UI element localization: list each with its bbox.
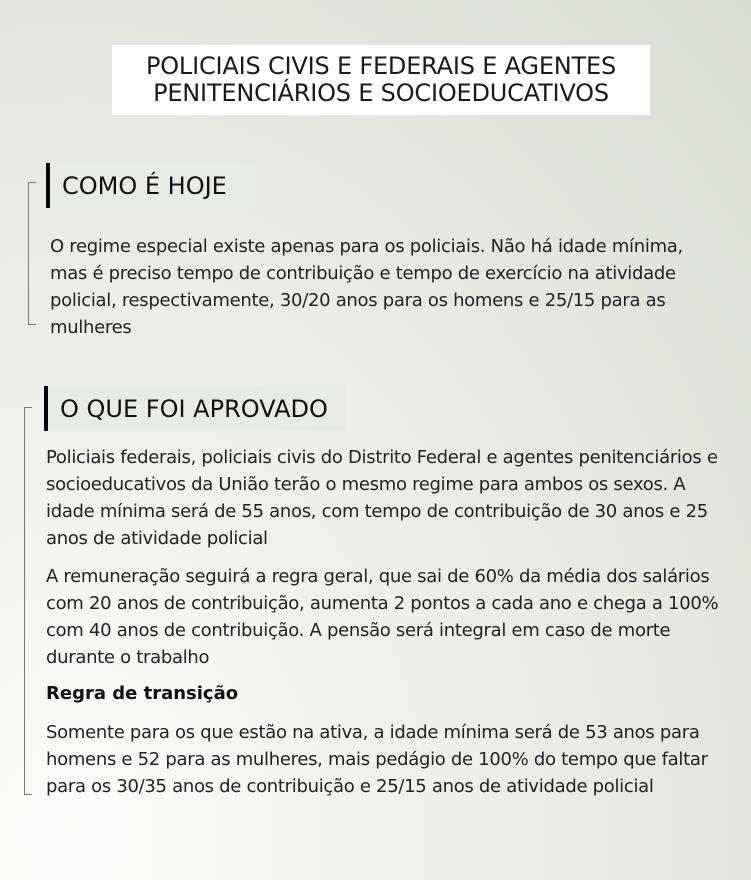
section-today-header bbox=[46, 163, 256, 208]
title-box bbox=[112, 45, 650, 115]
approved-paragraph-2: A remuneração seguirá a regra geral, que sai de 60% da média dos salários com 20 anos de contribuição, aumenta 2 pontos a cada ano e chega a 100% com 40 anos de contribuição. A pensão será integral em caso de morte durante o trabalho bbox=[46, 566, 719, 668]
section-today-text: O regime especial existe apenas para os policiais. Não há idade mínima, mas é preciso tempo de contribuição e tempo de exercício na atividade policial, respectivamente, 30/20 anos para os homens e 25/15 para as mulheres bbox=[50, 236, 683, 338]
title-line-1: POLICIAIS CIVIS E FEDERAIS E AGENTES bbox=[145, 52, 617, 80]
section-approved-heading: O QUE FOI APROVADO bbox=[60, 394, 328, 423]
section-today-heading: COMO É HOJE bbox=[62, 171, 227, 200]
section-approved-bracket bbox=[24, 407, 32, 795]
section-approved-header bbox=[44, 386, 346, 431]
section-today-bracket bbox=[28, 182, 36, 325]
page-title bbox=[146, 53, 616, 107]
title-line-2: PENITENCIÁRIOS E SOCIOEDUCATIVOS bbox=[153, 79, 609, 107]
approved-paragraph-1: Policiais federais, policiais civis do Distrito Federal e agentes penitenciários e socioeducativos da União terão o mesmo regime para ambos os sexos. A idade mínima será de 55 anos, com tempo de contribuição de 30 anos e 25 anos de atividade policial bbox=[46, 447, 718, 549]
approved-paragraph-3: Somente para os que estão na ativa, a idade mínima será de 53 anos para homens e 52 para as mulheres, mais pedágio de 100% do tempo que faltar para os 30/35 anos de contribuição e 25/15 anos de atividade policial bbox=[46, 722, 708, 797]
transition-rule-subheading: Regra de transição bbox=[46, 683, 239, 704]
